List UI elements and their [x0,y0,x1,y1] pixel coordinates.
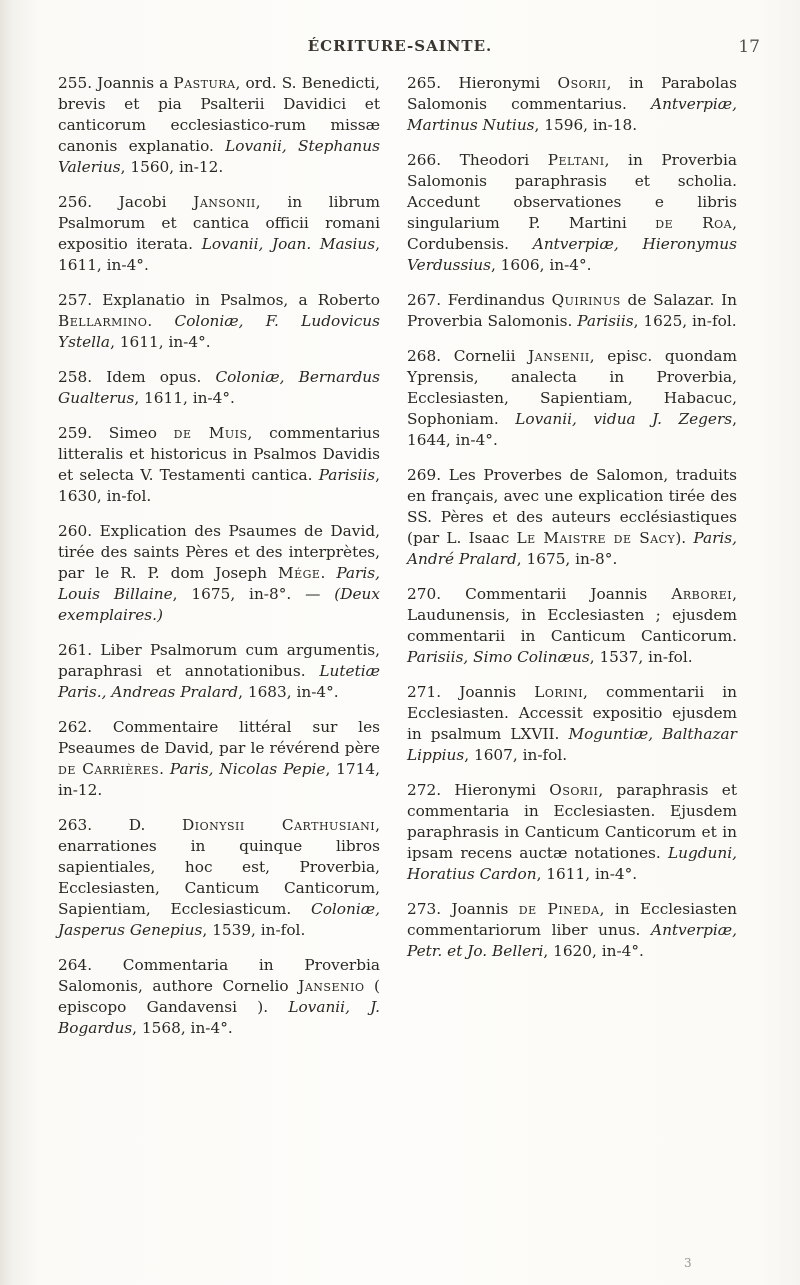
entry-text: Commentaire littéral sur les Pseaumes de David, par le révérend père [58,718,380,757]
catalog-entry [407,682,737,766]
entry-text: . [320,564,337,582]
entry-text: ). [675,529,694,547]
imprint-text: Lovanii, vidua J. Zegers [515,410,733,428]
entry-text: ( episcopo Gandavensi ). [58,977,380,1016]
entry-text: D. [128,816,182,834]
entry-text: . [159,760,170,778]
imprint-text: Paris, Louis Billaine [58,564,380,603]
imprint-text: Parisiis, Simo Colinæus [407,648,590,666]
entry-number: 270. [407,585,442,603]
catalog-entry [58,192,380,276]
entry-number: 259. [58,424,93,442]
entry-number: 257. [58,291,93,309]
imprint-text: Antverpiæ, Hieronymus Verdussius [407,235,737,274]
catalog-entry [58,640,380,703]
entry-text: Les Proverbes de Salomon, traduits en français, avec une explication tirée des SS. Pères et des auteurs ecclésiastiques (par L. Isaac [407,466,737,547]
author-name: de Muis [173,424,248,442]
imprint-text: Paris, André Pralard [407,529,738,568]
running-title: ÉCRITURE-SAINTE. [307,37,493,55]
entry-text: Theodori [459,151,548,169]
imprint-text: Parisiis [318,466,376,484]
author-name: Jansenio [298,977,365,995]
entry-text: , 1675, in-8°. [516,550,618,568]
author-name: Le Maistre de Sacy [516,529,676,547]
entry-text: Joannis a [97,74,174,92]
entry-number: 266. [407,151,442,169]
entry-number: 260. [58,522,93,540]
entry-text: Idem opus. [106,368,216,386]
imprint-text: Lutetiæ Paris., Andreas Pralard [58,662,380,701]
catalog-entry [407,73,737,136]
signature-mark: 3 [684,1256,692,1270]
entry-text: Joannis [451,900,519,918]
author-name: Jansonii [193,193,256,211]
imprint-text: (Deux exemplaires.) [58,585,380,624]
left-column [58,73,380,1053]
page-header [0,37,800,59]
entry-number: 255. [58,74,93,92]
entry-number: 272. [407,781,442,799]
entry-text: , 1568, in-4°. [132,1019,233,1037]
author-name: Osorii [557,74,607,92]
entry-text: , 1611, in-4°. [58,235,380,274]
catalog-entry [407,584,737,668]
entry-text: , 1537, in-fol. [589,648,693,666]
catalog-entry [58,521,380,626]
catalog-entry [407,290,737,332]
imprint-text: Moguntiæ, Balthazar Lippius [407,725,737,764]
entry-text: , ord. S. Benedicti, brevis et pia Psalterii Davidici et canticorum ecclesiastico-rum missæ canonis explanatio. [58,74,380,155]
author-name: Mége [277,564,321,582]
entry-text: , 1644, in-4°. [407,410,738,449]
entry-text: , Cordubensis. [407,214,737,253]
entry-text: , 1607, in-fol. [464,746,568,764]
entry-text: , 1560, in-12. [120,158,224,176]
catalog-entry [58,717,380,801]
entry-text: , 1625, in-fol. [633,312,737,330]
catalog-entry [58,290,380,353]
catalog-entry [407,150,737,276]
author-name: de Carrières [58,760,160,778]
entry-text: , episc. quondam Yprensis, analecta in Proverbia, Ecclesiasten, Sapientiam, Habacuc, Sophoniam. [407,347,737,428]
entry-text: Commentaria in Proverbia Salomonis, authore Cornelio [58,956,380,995]
entry-text: , enarrationes in quinque libros sapientiales, hoc est, Proverbia, Ecclesiasten, Canticum Canticorum, Sapientiam, Ecclesiasticum. [58,816,380,918]
entry-number: 271. [407,683,442,701]
author-name: Lorini [534,683,584,701]
entry-text: , 1611, in-4°. [134,389,235,407]
entry-text: Joannis [459,683,535,701]
imprint-text: Parisiis [577,312,634,330]
entry-number: 265. [407,74,442,92]
entry-text: Hieronymi [454,781,550,799]
author-name: de Pineda [518,900,600,918]
author-name: Dionysii Carthusiani [181,816,376,834]
catalog-entry [58,815,380,941]
entry-text: de Salazar. In Proverbia Salomonis. [407,291,737,330]
imprint-text: Lugduni, Horatius Cardon [407,844,737,883]
imprint-text: Coloniæ, Jasperus Genepius [58,900,380,939]
author-name: Peltani [547,151,605,169]
entry-text: Ferdinandus [447,291,552,309]
entry-text: Explanatio in Psalmos, a Roberto [102,291,380,309]
entry-number: 267. [407,291,442,309]
entry-text: Commentarii Joannis [465,585,672,603]
entry-text: , 1683, in-4°. [238,683,339,701]
entry-text: , in librum Psalmorum et cantica officii romani expositio iterata. [58,193,381,253]
catalog-entry [407,346,737,451]
entry-text: , 1675, in-8°. — [172,585,335,603]
right-column [407,73,737,976]
entry-text: , paraphrasis et commentaria in Ecclesiasten. Ejusdem paraphrasis in Canticum Canticorum et in ipsam recens auctæ notationes. [407,781,737,862]
entry-text: , 1630, in-fol. [58,466,380,505]
page-number: 17 [738,37,760,57]
entry-number: 261. [58,641,93,659]
author-name: Arborei [671,585,733,603]
entry-text: , in Parabolas Salomonis commentarius. [407,74,737,113]
entry-text: , 1596, in-18. [534,116,638,134]
author-name: Jansenii [528,347,590,365]
entry-text: . [147,312,175,330]
entry-text: , commentarius litteralis et historicus in Psalmos Davidis et selecta V. Testamenti cantica. [58,424,380,484]
entry-number: 269. [407,466,442,484]
entry-number: 264. [58,956,93,974]
entry-text: Explication des Psaumes de David, tirée des saints Pères et des interprètes, par le R. P. dom Joseph [58,522,380,582]
imprint-text: Paris, Nicolas Pepie [169,760,326,778]
catalog-entry [58,423,380,507]
imprint-text: Antverpiæ, Petr. et Jo. Belleri [407,921,737,960]
entry-text: , commentarii in Ecclesiasten. Accessit expositio ejusdem in psalmum LXVII. [407,683,737,743]
entry-text: , 1606, in-4°. [490,256,592,274]
entry-text: Cornelii [453,347,529,365]
catalog-entry [407,899,737,962]
author-name: Quirinus [551,291,621,309]
entry-number: 263. [58,816,93,834]
entry-number: 258. [58,368,93,386]
imprint-text: Lovanii, J. Bogardus [58,998,380,1037]
entry-text: , in Ecclesiasten commentariorum liber unus. [407,900,737,939]
entry-number: 273. [407,900,442,918]
author-name: Osorii [549,781,599,799]
entry-text: , 1539, in-fol. [202,921,306,939]
entry-number: 256. [58,193,93,211]
entry-text: , 1611, in-4°. [536,865,638,883]
imprint-text: Coloniæ, Bernardus Gualterus [58,368,380,407]
catalog-entry [407,465,737,570]
catalog-entry [58,73,380,178]
imprint-text: Lovanii, Stephanus Valerius [58,137,380,176]
entry-text: , 1611, in-4°. [110,333,211,351]
catalog-entry [407,780,737,885]
entry-text: , Laudunensis, in Ecclesiasten ; ejusdem commentarii in Canticum Canticorum. [407,585,737,645]
entry-text: , 1714, in-12. [58,760,380,799]
imprint-text: Lovanii, Joan. Masius [201,235,376,253]
entry-text: Simeo [108,424,174,442]
author-name: de Roa [655,214,733,232]
catalog-entry [58,955,380,1039]
entry-text: Jacobi [118,193,194,211]
entry-text: Liber Psalmorum cum argumentis, paraphrasi et annotationibus. [58,641,380,680]
entry-text: , in Proverbia Salomonis paraphrasis et scholia. Accedunt observationes e libris singularium P. Martini [407,151,737,232]
author-name: Pastura [173,74,236,92]
entry-text: Hieronymi [458,74,558,92]
author-name: Bellarmino [58,312,148,330]
entry-number: 268. [407,347,442,365]
entry-number: 262. [58,718,93,736]
entry-text: , 1620, in-4°. [543,942,644,960]
imprint-text: Antverpiæ, Martinus Nutius [407,95,737,134]
catalog-entry [58,367,380,409]
imprint-text: Coloniæ, F. Ludovicus Ystella [58,312,380,351]
